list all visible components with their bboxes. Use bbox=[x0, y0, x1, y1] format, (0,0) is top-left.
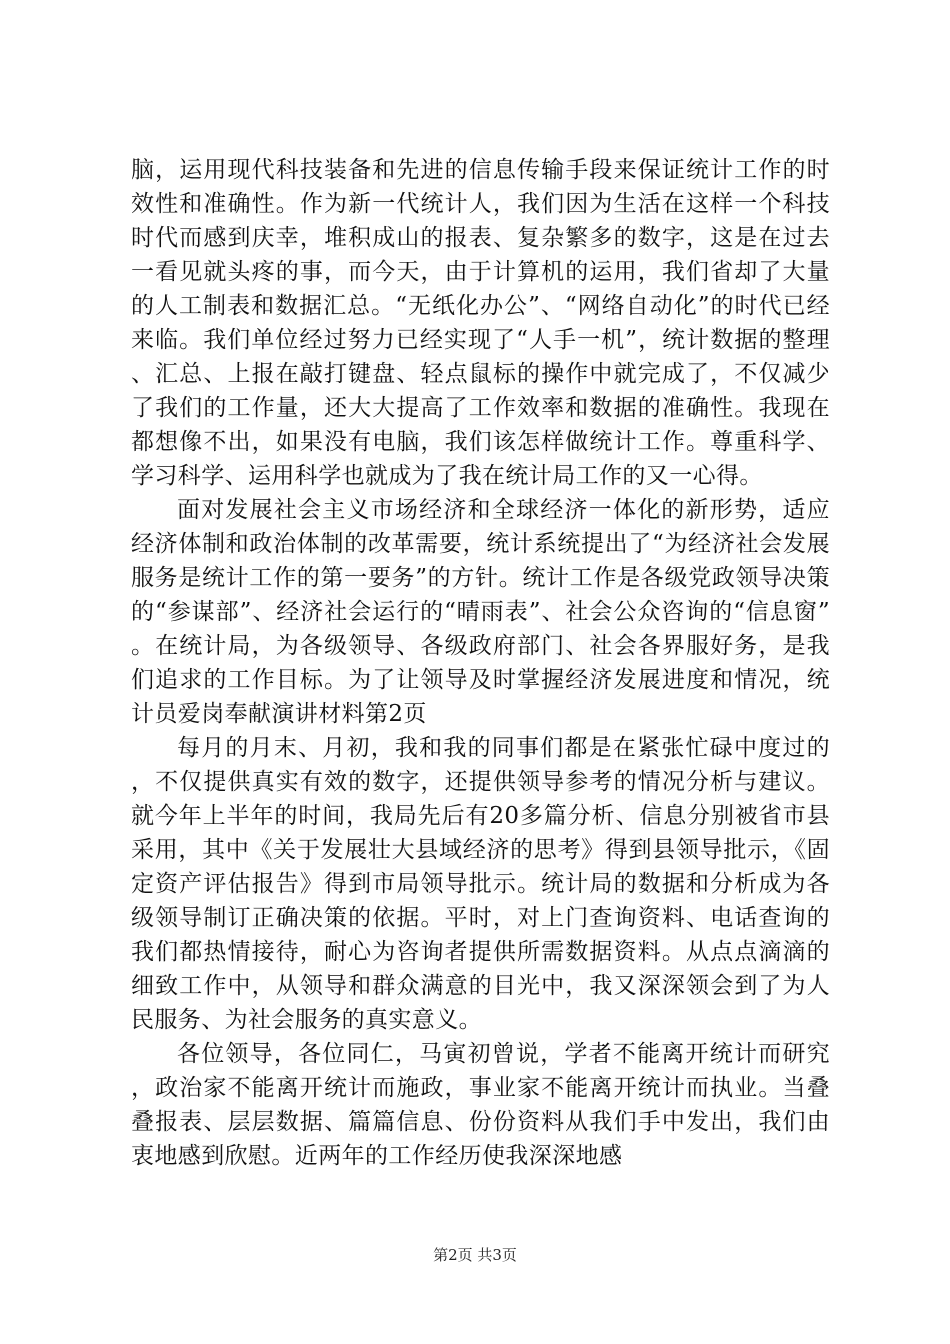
paragraph-service-mission: 面对发展社会主义市场经济和全球经济一体化的新形势，适应经济体制和政治体制的改革需要，统计系统提出了“为经济社会发展服务是统计工作的第一要务”的方针。统计工作是各级党政领导决策的“参谋部”、经济社会运行的“晴雨表”、社会公众咨询的“信息窗”。在统计局，为各级领导、各级政府部门、社会各界服好务，是我们追求的工作目标。为了让领导及时掌握经济发展进度和情况，统计员爱岗奉献演讲材料第2页 bbox=[131, 497, 830, 727]
body-text bbox=[131, 153, 830, 1173]
paragraph-monthly-work: 每月的月末、月初，我和我的同事们都是在紧张忙碌中度过的，不仅提供真实有效的数字，还提供领导参考的情况分析与建议。就今年上半年的时间，我局先后有20多篇分析、信息分别被省市县采用，其中《关于发展壮大县域经济的思考》得到县领导批示，《固定资产评估报告》得到市局领导批示。统计局的数据和分析成为各级领导制订正确决策的依据。平时，对上门查询资料、电话查询的我们都热情接待，耐心为咨询者提供所需数据资料。从点点滴滴的细致工作中，从领导和群众满意的目光中，我又深深领会到了为人民服务、为社会服务的真实意义。 bbox=[131, 735, 830, 1033]
paragraph-continuation: 脑，运用现代科技装备和先进的信息传输手段来保证统计工作的时效性和准确性。作为新一代统计人，我们因为生活在这样一个科技时代而感到庆幸，堆积成山的报表、复杂繁多的数字，这是在过去一看见就头疼的事，而今天，由于计算机的运用，我们省却了大量的人工制表和数据汇总。“无纸化办公”、“网络自动化”的时代已经来临。我们单位经过努力已经实现了“人手一机”，统计数据的整理、汇总、上报在敲打键盘、轻点鼠标的操作中就完成了，不仅减少了我们的工作量，还大大提高了工作效率和数据的准确性。我现在都想像不出，如果没有电脑，我们该怎样做统计工作。尊重科学、学习科学、运用科学也就成为了我在统计局工作的又一心得。 bbox=[131, 157, 830, 489]
page-footer: 第2页 共3页 bbox=[433, 1246, 517, 1264]
paragraph-closing: 各位领导，各位同仁，马寅初曾说，学者不能离开统计而研究，政治家不能离开统计而施政，事业家不能离开统计而执业。当叠叠报表、层层数据、篇篇信息、份份资料从我们手中发出，我们由衷地感到欣慰。近两年的工作经历使我深深地感 bbox=[131, 1041, 830, 1169]
